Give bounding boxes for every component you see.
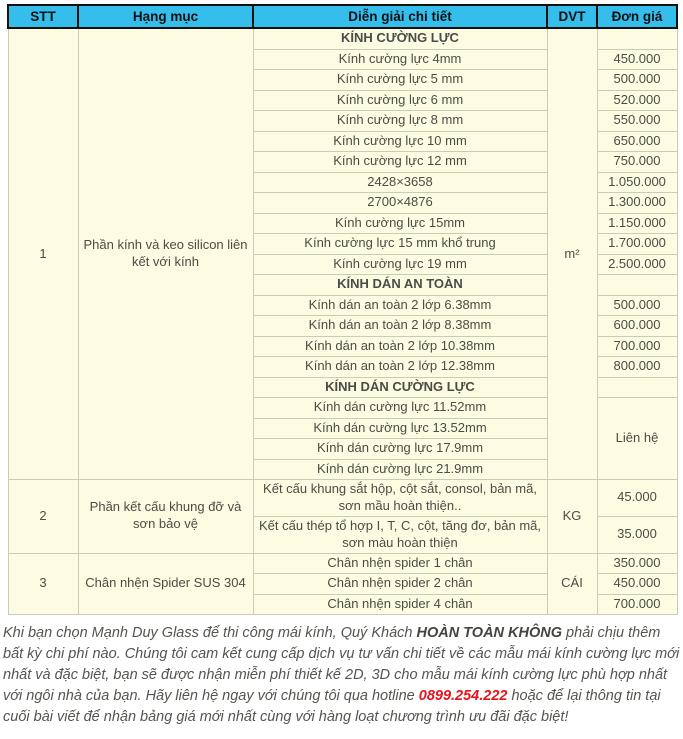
detail-cell: Kính dán an toàn 2 lớp 6.38mm xyxy=(253,295,547,316)
table-header-row xyxy=(8,5,677,28)
detail-cell: Kết cấu thép tổ hợp I, T, C, cột, tăng đơ, bản mã, sơn màu hoàn thiện xyxy=(253,516,547,553)
column-header-hang-muc: Hạng mục xyxy=(78,5,253,28)
detail-cell: Kính dán cường lực 13.52mm xyxy=(253,418,547,439)
price-cell: 550.000 xyxy=(597,111,677,132)
detail-cell: Kính dán an toàn 2 lớp 8.38mm xyxy=(253,316,547,337)
detail-cell: Kính cường lực 15mm xyxy=(253,213,547,234)
emphasis-text: HOÀN TOÀN KHÔNG xyxy=(416,625,563,642)
detail-cell: Kính cường lực 15 mm khổ trung xyxy=(253,234,547,255)
price-cell: Liên hệ xyxy=(597,398,677,480)
table-row xyxy=(8,553,677,574)
price-cell: 1.050.000 xyxy=(597,172,677,193)
detail-cell: 2428×3658 xyxy=(253,172,547,193)
price-table xyxy=(7,4,678,615)
section-header-cell: KÍNH DÁN AN TOÀN xyxy=(253,275,547,296)
footer-text-segment: phải chịu thêm bất kỳ chi phí nào. Chúng tôi cam kết cung cấp dịch vụ tư vấn chi tiết về các mẫu mái kính cường lực mới nhất và đặc biệt, bạn sẽ được nhận miễn phí thiết kế 2D, 3D cho mẫu mái kính cường lực phù hợp nhất với ngôi nhà của bạn. Hãy liên hệ ngay với chúng tôi qua hotline xyxy=(3,625,680,705)
detail-cell: Kính dán cường lực 11.52mm xyxy=(253,398,547,419)
detail-cell: Chân nhện spider 1 chân xyxy=(253,553,547,574)
price-cell: 500.000 xyxy=(597,295,677,316)
detail-cell: Kính dán an toàn 2 lớp 12.38mm xyxy=(253,357,547,378)
price-cell: 350.000 xyxy=(597,553,677,574)
unit-cell: KG xyxy=(547,480,597,554)
detail-cell: Kính cường lực 8 mm xyxy=(253,111,547,132)
stt-cell: 1 xyxy=(8,28,78,480)
price-cell: 700.000 xyxy=(597,336,677,357)
price-cell: 45.000 xyxy=(597,480,677,517)
unit-cell: CÁI xyxy=(547,553,597,615)
footer-paragraph xyxy=(3,623,680,728)
price-cell: 1.150.000 xyxy=(597,213,677,234)
price-cell: 2.500.000 xyxy=(597,254,677,275)
detail-cell: Kính cường lực 12 mm xyxy=(253,152,547,173)
price-cell: 600.000 xyxy=(597,316,677,337)
price-cell: 700.000 xyxy=(597,594,677,615)
detail-cell: Kính cường lực 19 mm xyxy=(253,254,547,275)
detail-cell: Kính dán cường lực 17.9mm xyxy=(253,439,547,460)
hotline-number[interactable]: 0899.254.222 xyxy=(418,688,508,705)
category-cell: Phần kết cấu khung đỡ và sơn bảo vệ xyxy=(78,480,253,554)
detail-cell: Kính dán cường lực 21.9mm xyxy=(253,459,547,480)
price-cell: 650.000 xyxy=(597,131,677,152)
table-row xyxy=(8,480,677,517)
footer-text-segment: hoặc để lại thông tin tại cuối bài viết để nhận bảng giá mới nhất cùng với hàng loạt chương trình ưu đãi đặc biệt! xyxy=(3,688,661,726)
price-cell: 35.000 xyxy=(597,516,677,553)
detail-cell: Kính cường lực 10 mm xyxy=(253,131,547,152)
price-cell: 1.700.000 xyxy=(597,234,677,255)
detail-cell: Chân nhện spider 2 chân xyxy=(253,574,547,595)
price-cell: 520.000 xyxy=(597,90,677,111)
detail-cell: Kính dán an toàn 2 lớp 10.38mm xyxy=(253,336,547,357)
category-cell: Phần kính và keo silicon liên kết với kính xyxy=(78,28,253,480)
price-cell: 450.000 xyxy=(597,574,677,595)
detail-cell: Kính cường lực 5 mm xyxy=(253,70,547,91)
detail-cell: Kính cường lực 4mm xyxy=(253,49,547,70)
price-cell: 750.000 xyxy=(597,152,677,173)
price-cell: 450.000 xyxy=(597,49,677,70)
detail-cell: Kính cường lực 6 mm xyxy=(253,90,547,111)
column-header-stt: STT xyxy=(8,5,78,28)
table-row xyxy=(8,28,677,49)
detail-cell: 2700×4876 xyxy=(253,193,547,214)
price-cell: 500.000 xyxy=(597,70,677,91)
column-header-dien-giai: Diễn giải chi tiết xyxy=(253,5,547,28)
price-cell xyxy=(597,377,677,398)
section-header-cell: KÍNH CƯỜNG LỰC xyxy=(253,28,547,49)
price-cell: 1.300.000 xyxy=(597,193,677,214)
detail-cell: Chân nhện spider 4 chân xyxy=(253,594,547,615)
price-cell: 800.000 xyxy=(597,357,677,378)
price-cell xyxy=(597,275,677,296)
stt-cell: 3 xyxy=(8,553,78,615)
column-header-don-gia: Đơn giá xyxy=(597,5,677,28)
detail-cell: Kết cấu khung sắt hộp, cột sắt, consol, bản mã, sơn mầu hoàn thiện.. xyxy=(253,480,547,517)
footer-text-segment: Khi bạn chọn Mạnh Duy Glass để thi công mái kính, Quý Khách xyxy=(3,625,417,642)
category-cell: Chân nhện Spider SUS 304 xyxy=(78,553,253,615)
stt-cell: 2 xyxy=(8,480,78,554)
section-header-cell: KÍNH DÁN CƯỜNG LỰC xyxy=(253,377,547,398)
price-cell xyxy=(597,28,677,49)
column-header-dvt: DVT xyxy=(547,5,597,28)
unit-cell: m² xyxy=(547,28,597,480)
